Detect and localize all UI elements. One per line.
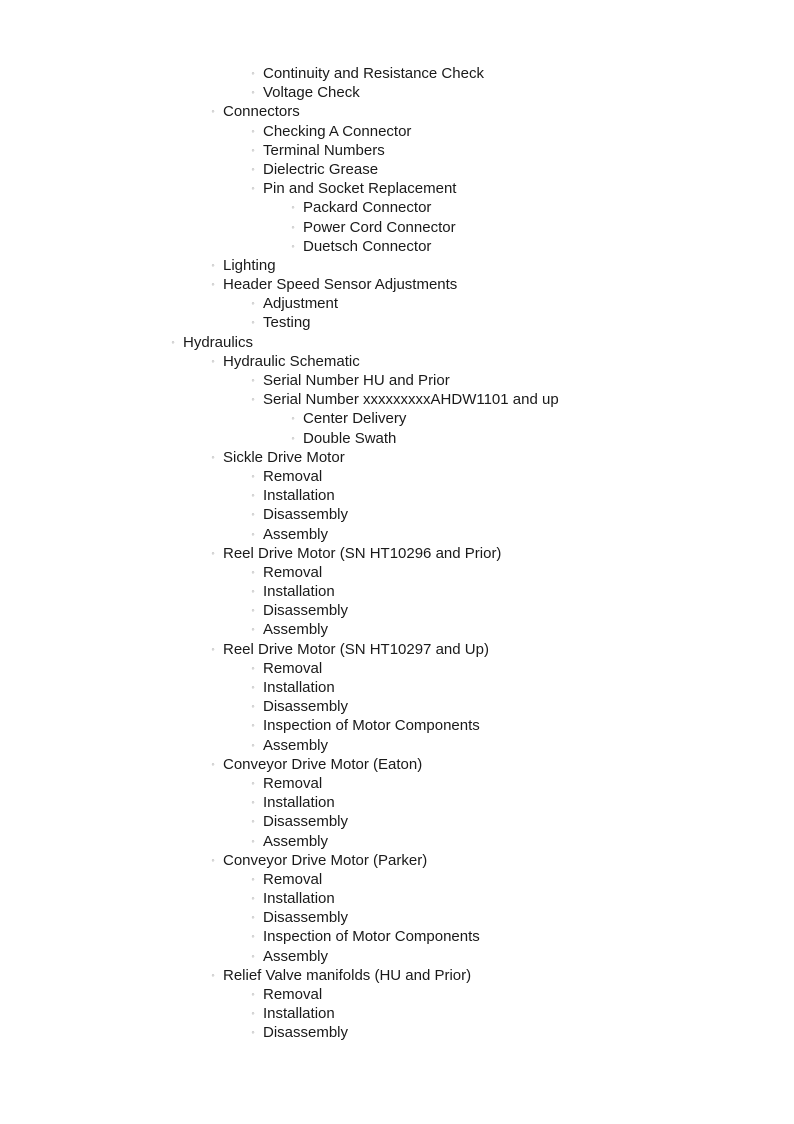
toc-item-label: Double Swath bbox=[303, 429, 397, 447]
toc-item[interactable] bbox=[0, 582, 794, 601]
bullet-icon: ◦ bbox=[251, 777, 255, 788]
toc-item-label: Installation bbox=[263, 583, 335, 601]
bullet-icon: ◦ bbox=[211, 643, 215, 654]
toc-item[interactable] bbox=[0, 889, 794, 908]
bullet-icon: ◦ bbox=[251, 470, 255, 481]
toc-item-label: Installation bbox=[263, 1005, 335, 1023]
toc-item[interactable] bbox=[0, 832, 794, 851]
bullet-icon: ◦ bbox=[251, 816, 255, 827]
toc-item-label: Packard Connector bbox=[303, 199, 432, 217]
toc-item[interactable] bbox=[0, 870, 794, 889]
toc-item[interactable] bbox=[0, 1004, 794, 1023]
toc-item[interactable] bbox=[0, 102, 794, 121]
bullet-icon: ◦ bbox=[211, 106, 215, 117]
toc-item-label: Disassembly bbox=[263, 506, 349, 524]
bullet-icon: ◦ bbox=[251, 183, 255, 194]
toc-item-label: Removal bbox=[263, 563, 323, 581]
toc-item-label: Hydraulics bbox=[183, 333, 254, 351]
toc-item[interactable] bbox=[0, 64, 794, 83]
bullet-icon: ◦ bbox=[291, 240, 295, 251]
toc-item-label: Assembly bbox=[263, 947, 329, 965]
bullet-icon: ◦ bbox=[251, 490, 255, 501]
bullet-icon: ◦ bbox=[251, 873, 255, 884]
toc-item-label: Center Delivery bbox=[303, 410, 407, 428]
toc-item-label: Disassembly bbox=[263, 698, 349, 716]
toc-item[interactable] bbox=[0, 160, 794, 179]
toc-item[interactable] bbox=[0, 505, 794, 524]
toc-item-label: Installation bbox=[263, 890, 335, 908]
bullet-icon: ◦ bbox=[251, 566, 255, 577]
bullet-icon: ◦ bbox=[251, 1027, 255, 1038]
toc-item[interactable] bbox=[0, 486, 794, 505]
toc-item-label: Serial Number xxxxxxxxxAHDW1101 and up bbox=[263, 391, 559, 409]
toc-item[interactable] bbox=[0, 812, 794, 831]
toc-item[interactable] bbox=[0, 198, 794, 217]
toc-item-label: Reel Drive Motor (SN HT10297 and Up) bbox=[223, 640, 489, 658]
toc-item[interactable] bbox=[0, 793, 794, 812]
toc-item-label: Inspection of Motor Components bbox=[263, 928, 480, 946]
bullet-icon: ◦ bbox=[251, 720, 255, 731]
toc-item[interactable] bbox=[0, 1023, 794, 1042]
bullet-icon: ◦ bbox=[251, 624, 255, 635]
bullet-icon: ◦ bbox=[251, 662, 255, 673]
toc-item-label: Sickle Drive Motor bbox=[223, 448, 345, 466]
bullet-icon: ◦ bbox=[291, 413, 295, 424]
toc-item-label: Testing bbox=[263, 314, 311, 332]
toc-item[interactable] bbox=[0, 333, 794, 352]
toc-item-label: Reel Drive Motor (SN HT10296 and Prior) bbox=[223, 544, 502, 562]
toc-item-label: Assembly bbox=[263, 525, 329, 543]
toc-item-label: Header Speed Sensor Adjustments bbox=[223, 276, 458, 294]
toc-item[interactable] bbox=[0, 755, 794, 774]
toc-item-label: Checking A Connector bbox=[263, 122, 412, 140]
toc-item-label: Assembly bbox=[263, 621, 329, 639]
bullet-icon: ◦ bbox=[211, 259, 215, 270]
bullet-icon: ◦ bbox=[251, 989, 255, 999]
toc-item[interactable] bbox=[0, 544, 794, 563]
toc-item[interactable] bbox=[0, 927, 794, 946]
toc-item[interactable] bbox=[0, 697, 794, 716]
bullet-icon: ◦ bbox=[251, 701, 255, 712]
toc-item-label: Disassembly bbox=[263, 602, 349, 620]
bullet-icon: ◦ bbox=[211, 355, 215, 366]
bullet-icon: ◦ bbox=[211, 547, 215, 558]
bullet-icon: ◦ bbox=[251, 317, 255, 328]
toc-item-label: Power Cord Connector bbox=[303, 218, 456, 236]
bullet-icon: ◦ bbox=[251, 912, 255, 923]
toc-item[interactable] bbox=[0, 736, 794, 755]
toc-item[interactable] bbox=[0, 966, 794, 985]
toc-item-label: Relief Valve manifolds (HU and Prior) bbox=[223, 966, 472, 984]
bullet-icon: ◦ bbox=[251, 125, 255, 136]
toc-item-label: Removal bbox=[263, 467, 323, 485]
toc-item-label: Removal bbox=[263, 774, 323, 792]
bullet-icon: ◦ bbox=[211, 451, 215, 462]
toc-item[interactable] bbox=[0, 563, 794, 582]
bullet-icon: ◦ bbox=[251, 682, 255, 692]
toc-item[interactable] bbox=[0, 678, 794, 697]
toc-item[interactable] bbox=[0, 237, 794, 256]
bullet-icon: ◦ bbox=[251, 605, 255, 616]
toc-item-label: Installation bbox=[263, 487, 335, 505]
bullet-icon: ◦ bbox=[211, 854, 215, 865]
toc-item[interactable] bbox=[0, 429, 794, 448]
toc-item[interactable] bbox=[0, 620, 794, 639]
toc-item[interactable] bbox=[0, 659, 794, 678]
toc-item[interactable] bbox=[0, 122, 794, 141]
bullet-icon: ◦ bbox=[251, 893, 255, 904]
toc-item-label: Disassembly bbox=[263, 813, 349, 831]
toc-item[interactable] bbox=[0, 601, 794, 620]
toc-item-label: Lighting bbox=[223, 256, 276, 274]
toc-item[interactable] bbox=[0, 275, 794, 294]
toc-item-label: Serial Number HU and Prior bbox=[263, 372, 450, 389]
toc-item[interactable] bbox=[0, 774, 794, 793]
bullet-icon: ◦ bbox=[211, 758, 215, 769]
bullet-icon: ◦ bbox=[251, 797, 255, 808]
toc-item[interactable] bbox=[0, 525, 794, 544]
toc-item[interactable] bbox=[0, 448, 794, 467]
bullet-icon: ◦ bbox=[251, 87, 255, 98]
bullet-icon: ◦ bbox=[291, 221, 295, 232]
toc-item[interactable] bbox=[0, 908, 794, 927]
bullet-icon: ◦ bbox=[291, 202, 295, 213]
toc-item-label: Duetsch Connector bbox=[303, 237, 432, 255]
toc-item-label: Hydraulic Schematic bbox=[223, 352, 360, 370]
toc-item[interactable] bbox=[0, 467, 794, 486]
bullet-icon: ◦ bbox=[251, 68, 255, 78]
toc-item-label: Disassembly bbox=[263, 1024, 349, 1042]
bullet-icon: ◦ bbox=[211, 279, 215, 290]
toc-item-label: Assembly bbox=[263, 736, 329, 754]
toc-item[interactable] bbox=[0, 851, 794, 870]
toc-item[interactable] bbox=[0, 371, 794, 390]
toc-item[interactable] bbox=[0, 716, 794, 735]
toc-item-label: Dielectric Grease bbox=[263, 160, 379, 178]
toc-item-label: Adjustment bbox=[263, 295, 339, 313]
bullet-icon: ◦ bbox=[251, 394, 255, 405]
bullet-icon: ◦ bbox=[251, 298, 255, 309]
bullet-icon: ◦ bbox=[251, 950, 255, 961]
toc-item[interactable] bbox=[0, 218, 794, 237]
toc-item[interactable] bbox=[0, 179, 794, 198]
toc-item-label: Removal bbox=[263, 659, 323, 677]
toc-item[interactable] bbox=[0, 390, 794, 409]
bullet-icon: ◦ bbox=[251, 144, 255, 155]
toc-item-label: Removal bbox=[263, 870, 323, 888]
toc-item-label: Terminal Numbers bbox=[263, 141, 385, 159]
toc-item-label: Pin and Socket Replacement bbox=[263, 180, 457, 198]
toc-item[interactable] bbox=[0, 352, 794, 371]
toc-item-label: Removal bbox=[263, 986, 323, 1003]
bullet-icon: ◦ bbox=[251, 739, 255, 750]
bullet-icon: ◦ bbox=[251, 586, 255, 597]
bullet-icon: ◦ bbox=[251, 375, 255, 385]
toc-item[interactable] bbox=[0, 985, 794, 1004]
bullet-icon: ◦ bbox=[211, 969, 215, 980]
toc-item-label: Installation bbox=[263, 794, 335, 812]
bullet-icon: ◦ bbox=[251, 931, 255, 942]
toc-item-label: Conveyor Drive Motor (Parker) bbox=[223, 851, 428, 869]
bullet-icon: ◦ bbox=[251, 509, 255, 520]
toc-item-label: Continuity and Resistance Check bbox=[263, 65, 484, 82]
bullet-icon: ◦ bbox=[251, 163, 255, 174]
toc-item[interactable] bbox=[0, 141, 794, 160]
toc-item-label: Conveyor Drive Motor (Eaton) bbox=[223, 755, 423, 773]
toc-item-label: Assembly bbox=[263, 832, 329, 850]
toc-item[interactable] bbox=[0, 409, 794, 428]
bullet-icon: ◦ bbox=[251, 1008, 255, 1019]
toc-item-label: Connectors bbox=[223, 103, 300, 121]
toc-item-label: Disassembly bbox=[263, 909, 349, 927]
bullet-icon: ◦ bbox=[171, 336, 175, 347]
bullet-icon: ◦ bbox=[251, 528, 255, 539]
toc-item-label: Voltage Check bbox=[263, 84, 360, 102]
bullet-icon: ◦ bbox=[291, 432, 295, 443]
toc-item[interactable] bbox=[0, 294, 794, 313]
toc-item[interactable] bbox=[0, 640, 794, 659]
toc-item[interactable] bbox=[0, 83, 794, 102]
toc-item-label: Inspection of Motor Components bbox=[263, 717, 480, 735]
table-of-contents bbox=[0, 64, 794, 1043]
toc-item[interactable] bbox=[0, 256, 794, 275]
toc-item-label: Installation bbox=[263, 679, 335, 696]
toc-item[interactable] bbox=[0, 313, 794, 332]
bullet-icon: ◦ bbox=[251, 835, 255, 846]
toc-item[interactable] bbox=[0, 947, 794, 966]
